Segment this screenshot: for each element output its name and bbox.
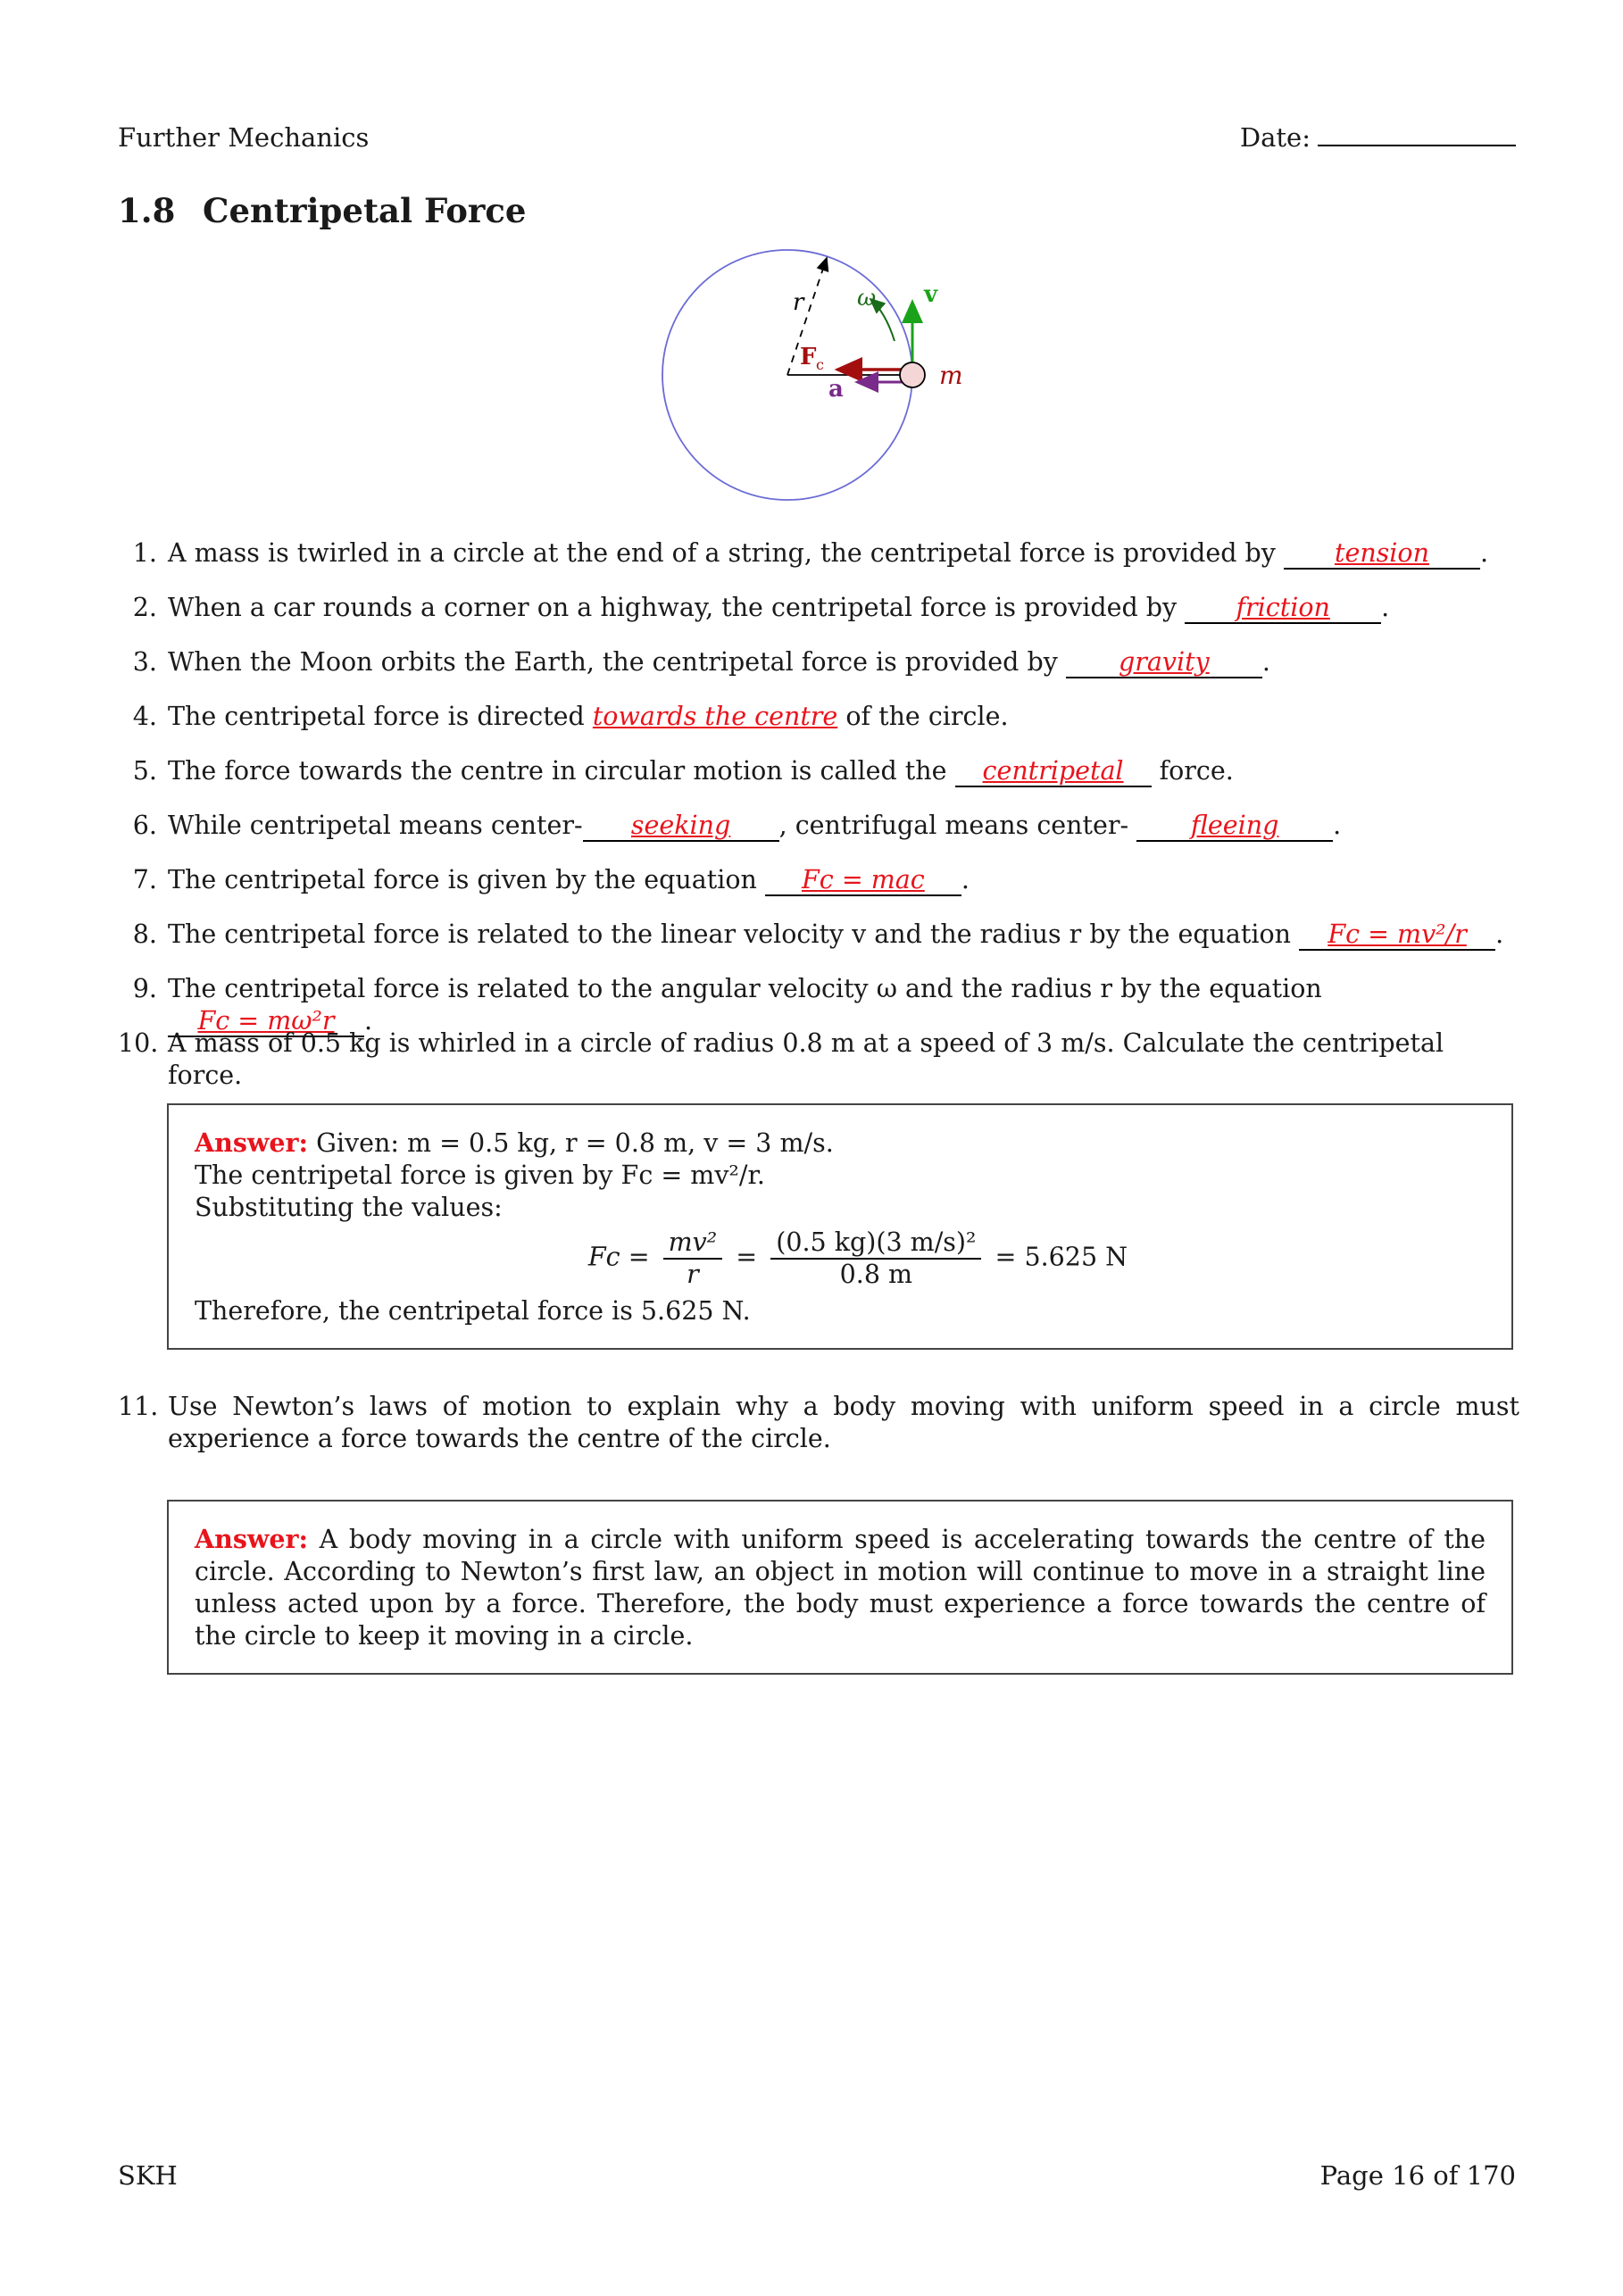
footer-page-number: Page 16 of 170 [1319,2160,1516,2191]
eq-result: = 5.625 N [995,1242,1128,1272]
header-course: Further Mechanics [118,122,370,153]
question-text: When the Moon orbits the Earth, the centripetal force is provided by [168,647,1058,677]
eq-fraction-1 [663,1227,723,1290]
question-8 [118,919,1519,951]
answer-formula: The centripetal force is given by Fc = mv²/r. [195,1160,765,1190]
question-10 [118,1027,1519,1092]
question-end: . [1261,647,1270,677]
question-end: . [1381,593,1390,622]
answer-substitute: Substituting the values: [195,1193,503,1222]
question-text-middle: , centrifugal means center- [778,811,1129,840]
answer-blank[interactable]: gravity [1066,648,1262,678]
velocity-label: v [924,281,938,308]
question-2 [118,592,1519,624]
answer-text: A body moving in a circle with uniform speed is accelerating towards the centre of the circle. According to Newton’s first law, an object in motion will continue to move in a straight line unless acted upon by a force. Therefore, the body must experience a force towards the centre of the circle to keep it moving in a circle. [195,1525,1486,1651]
answer-equation [195,1227,1486,1290]
question-number: 5. [132,756,157,786]
date-label: Date: [1239,122,1311,153]
question-end: . [1495,919,1504,949]
eq-fraction-2 [770,1227,981,1290]
question-text: The centripetal force is related to the angular velocity ω and the radius r by the equation [168,974,1322,1003]
answer-blank[interactable]: Fc = mac [765,866,961,896]
answer-blank[interactable]: Fc = mv²/r [1299,920,1495,951]
accel-label: a [828,376,844,403]
eq-frac1-num: mv² [663,1227,723,1260]
question-3 [118,646,1519,678]
question-number: 7. [132,865,157,894]
question-text: A mass is twirled in a circle at the end of a string, the centripetal force is provided by [168,538,1276,568]
footer-left: SKH [118,2160,178,2191]
answer-label: Answer: [195,1127,309,1158]
question-number: 2. [132,593,157,622]
question-end: . [1333,811,1342,840]
question-number: 6. [132,811,157,840]
question-1 [118,537,1519,570]
date-blank[interactable] [1318,123,1516,146]
question-text: The force towards the centre in circular motion is called the [168,756,947,786]
question-text: A mass of 0.5 kg is whirled in a circle of radius 0.8 m at a speed of 3 m/s. Calculate the centripetal force. [168,1028,1444,1090]
question-number: 3. [132,647,157,677]
question-11 [118,1391,1519,1455]
answer-blank[interactable]: Fc = mω²r [168,1007,364,1037]
force-subscript: c [816,356,824,373]
question-4 [118,701,1519,733]
question-text: The centripetal force is related to the linear velocity v and the radius r by the equation [168,919,1292,949]
question-text: The centripetal force is directed [168,702,585,731]
answer-blank[interactable]: friction [1185,594,1381,624]
question-number: 10. [118,1028,159,1058]
question-text: When a car rounds a corner on a highway, the centripetal force is provided by [168,593,1178,622]
header-date [1240,122,1516,153]
answer-inline[interactable]: towards the centre [592,702,838,731]
question-text: Use Newton’s laws of motion to explain why a body moving with uniform speed in a circle must experience a force towards the centre of the circle. [168,1392,1519,1453]
question-5 [118,755,1519,787]
answer-blank[interactable]: tension [1284,539,1480,570]
answer-blank[interactable]: centripetal [955,757,1152,787]
question-end: . [1479,538,1489,568]
section-title-text: Centripetal Force [203,191,527,230]
question-text: The centripetal force is given by the equation [168,865,757,894]
section-number: 1.8 [118,191,176,230]
answer-label: Answer: [195,1524,309,1554]
eq-frac1-den: r [687,1260,699,1289]
question-number: 1. [132,538,157,568]
section-title [118,191,526,230]
eq-frac2-num: (0.5 kg)(3 m/s)² [770,1227,981,1260]
omega-label: ω [857,285,877,312]
answer-given: Given: m = 0.5 kg, r = 0.8 m, v = 3 m/s. [316,1128,834,1158]
force-label: F [800,344,817,370]
answer-blank-2[interactable]: fleeing [1136,811,1333,842]
eq-frac2-den: 0.8 m [839,1260,913,1289]
answer-box-11 [167,1500,1513,1675]
question-number: 4. [132,702,157,731]
eq-equals: = [736,1242,758,1272]
mass-ball [900,362,925,387]
question-number: 9. [132,974,157,1003]
question-end: of the circle. [845,702,1009,731]
question-end: . [364,1006,373,1036]
question-number: 11. [118,1392,159,1421]
question-6 [118,810,1519,842]
mass-label: m [939,361,963,390]
question-end: force. [1159,756,1234,786]
question-text: While centripetal means center- [168,811,583,840]
answer-box-10 [167,1103,1513,1350]
question-7 [118,864,1519,896]
centripetal-diagram [652,241,973,527]
answer-conclusion: Therefore, the centripetal force is 5.625 N. [195,1296,751,1326]
question-number: 8. [132,919,157,949]
answer-blank[interactable]: seeking [583,811,779,842]
radius-label: r [793,289,804,316]
question-end: . [961,865,970,894]
eq-lhs: Fc = [587,1242,650,1272]
